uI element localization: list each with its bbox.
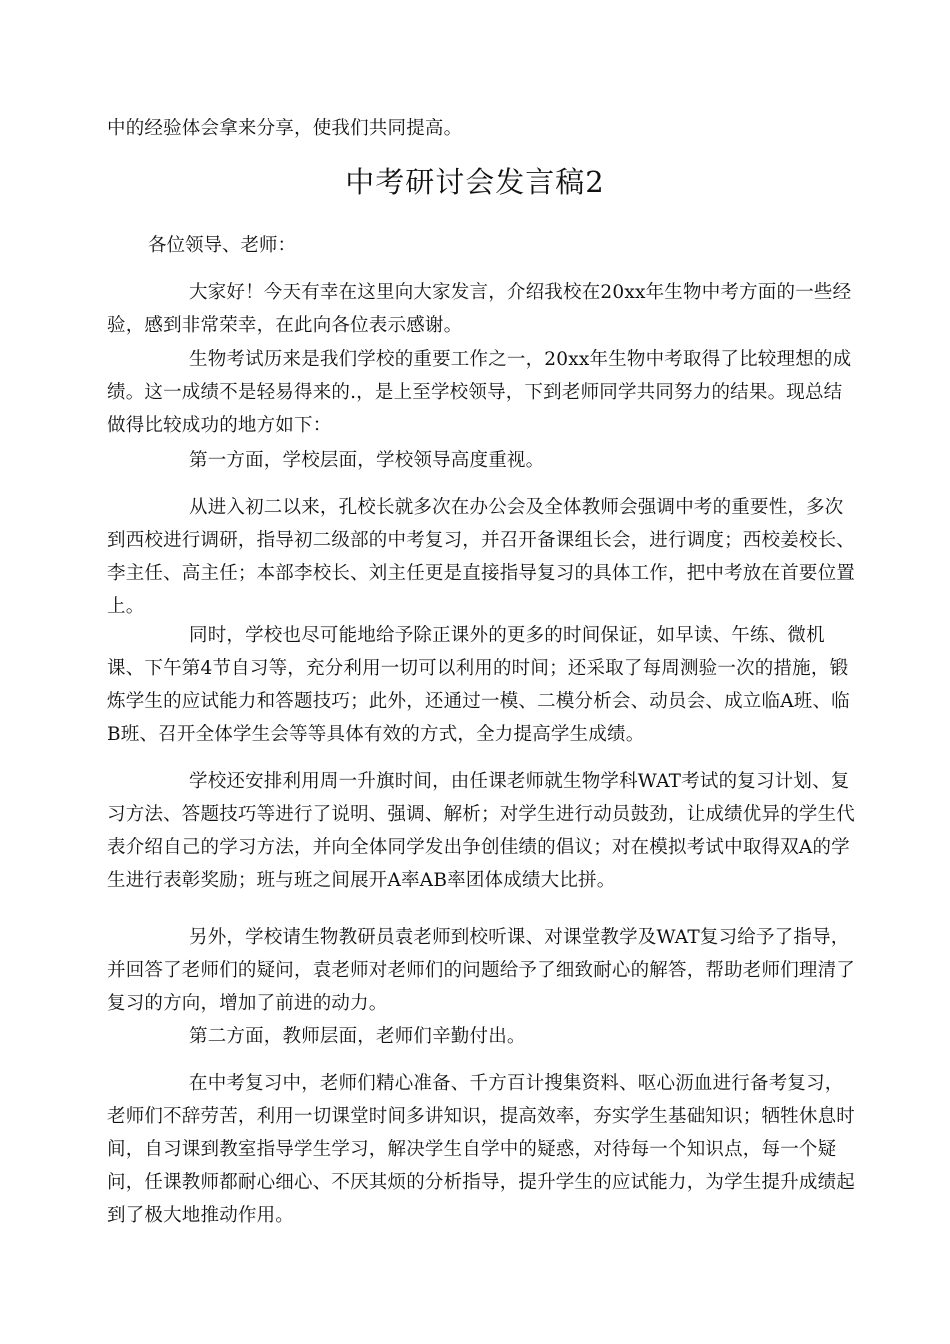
paragraph-teacher-effort: 在中考复习中，老师们精心准备、千方百计搜集资料、呕心沥血进行备考复习，老师们不辞劳苦，利用一切课堂时间多讲知识，提高效率，夯实学生基础知识；牺牲休息时间，自习课到教室指导学生学习，解决学生自学中的疑惑，对待每一个知识点，每一个疑问，任课教师都耐心细心、不厌其烦的分析指导，提升学生的应试能力，为学生提升成绩起到了极大地推动作用。	[107, 1073, 856, 1226]
paragraph-greeting: 大家好！今天有幸在这里向大家发言，介绍我校在20xx年生物中考方面的一些经验，感到非常荣幸，在此向各位表示感谢。	[107, 282, 852, 336]
paragraph-time-guarantee: 同时，学校也尽可能地给予除正课外的更多的时间保证，如早读、午练、微机课、下午第4节自习等，充分利用一切可以利用的时间；还采取了每周测验一次的措施，锻炼学生的应试能力和答题技巧；此外，还通过一模、二模分析会、动员会、成立临A班、临B班、召开全体学生会等等具体有效的方式，全力提高学生成绩。	[107, 625, 850, 745]
lead-line: 中的经验体会拿来分享，使我们共同提高。	[107, 118, 463, 139]
paragraph-flag-raising: 学校还安排利用周一升旗时间，由任课老师就生物学科WAT考试的复习计划、复习方法、答题技巧等进行了说明、强调、解析；对学生进行动员鼓劲，让成绩优异的学生代表介绍自己的学习方法，并向全体同学发出争创佳绩的倡议；对在模拟考试中取得双A的学生进行表彰奖励；班与班之间展开A率AB率团体成绩大比拼。	[107, 771, 856, 891]
paragraph-results: 生物考试历来是我们学校的重要工作之一，20xx年生物中考取得了比较理想的成绩。这一成绩不是轻易得来的.，是上至学校领导，下到老师同学共同努力的结果。现总结做得比较成功的地方如下：	[107, 349, 852, 436]
paragraph-principal-guidance: 从进入初二以来，孔校长就多次在办公会及全体教师会强调中考的重要性，多次到西校进行调研，指导初二级部的中考复习，并召开备课组长会，进行调度；西校姜校长、李主任、高主任；本部李校长、刘主任更是直接指导复习的具体工作，把中考放在首要位置上。	[107, 497, 856, 617]
paragraph-section-two-heading: 第二方面，教师层面，老师们辛勤付出。	[189, 1026, 526, 1047]
paragraph-researcher-visit: 另外，学校请生物教研员袁老师到校听课、对课堂教学及WAT复习给予了指导，并回答了老师们的疑问，袁老师对老师们的问题给予了细致耐心的解答，帮助老师们理清了复习的方向，增加了前进的动力。	[107, 927, 856, 1014]
document-title: 中考研讨会发言稿2	[345, 165, 605, 199]
paragraph-section-one-heading: 第一方面，学校层面，学校领导高度重视。	[189, 450, 545, 471]
salutation: 各位领导、老师：	[148, 235, 297, 256]
